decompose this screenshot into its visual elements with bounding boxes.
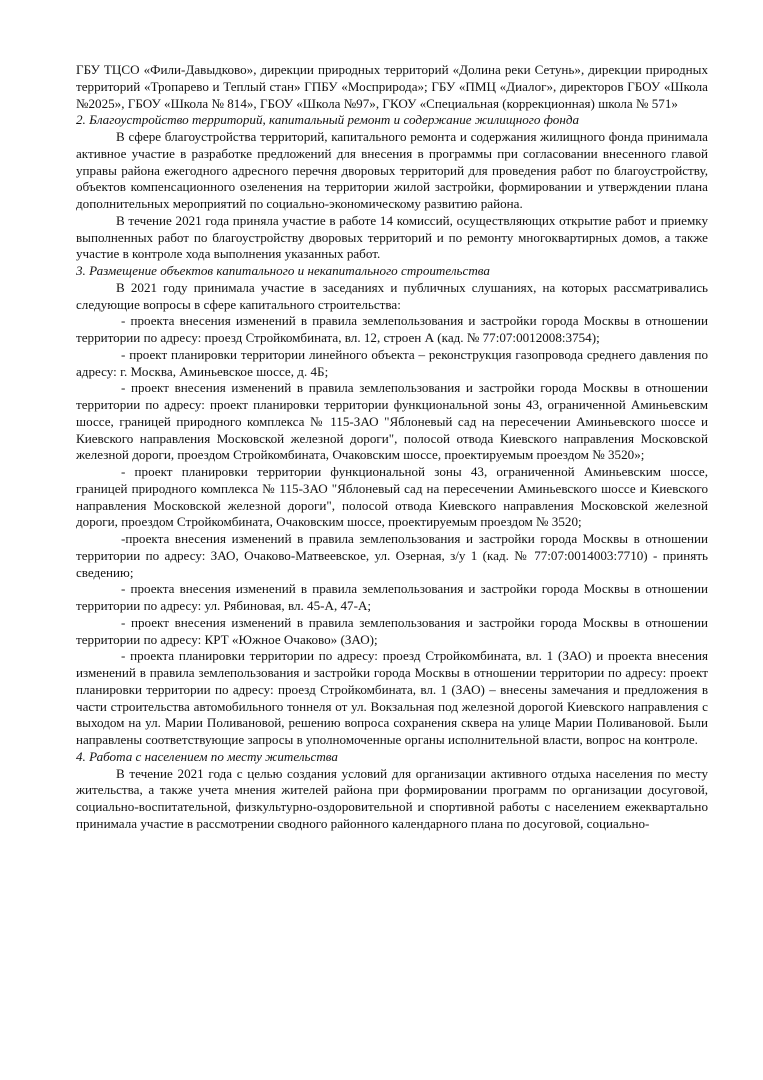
- document-paragraph: В течение 2021 года приняла участие в работе 14 комиссий, осуществляющих открытие работ и приемку выполненных работ по благоустройству дворовых территорий и по ремонту многоквартирных домов, а также участие в контроле хода выполнения указанных работ.: [76, 212, 708, 262]
- document-paragraph: В сфере благоустройства территорий, капитального ремонта и содержания жилищного фонда принимала активное участие в разработке предложений для внесения в программы при согласовании внесенного главой управы района ежегодного адресного перечня дворовых территорий для проведения работ по благоустройству, объектов компенсационного озеленения на территории жилой застройки, формировании и утверждении плана дополнительных мероприятий по социально-экономическому развитию района.: [76, 129, 708, 211]
- list-item: - проект планировки территории линейного объекта – реконструкция газопровода среднего давления по адресу: г. Москва, Аминьевское шоссе, д. 4Б;: [76, 346, 708, 379]
- section-heading: 3. Размещение объектов капитального и некапитального строительства: [76, 263, 490, 278]
- section-heading: 2. Благоустройство территорий, капитальный ремонт и содержание жилищного фонда: [76, 112, 580, 128]
- list-item: - проект внесения изменений в правила землепользования и застройки города Москвы в отношении территории по адресу: проект планировки территории функциональной зоны 43, ограниченной Аминьевским шоссе, границей природного комплекса № 115-ЗАО "Яблоневый сад на пересечении Аминьевского шоссе и Киевского направления Московской железной дороги", полосой отвода Киевского направления Московской железной дороги, проездом Стройкомбината, Очаковским шоссе, проектируемым проездом № 3520»;: [76, 380, 708, 463]
- list-item: - проекта внесения изменений в правила землепользования и застройки города Москвы в отношении территории по адресу: ул. Рябиновая, вл. 45-А, 47-А;: [76, 581, 708, 613]
- document-page: [76, 62, 708, 833]
- document-paragraph: В 2021 году принимала участие в заседаниях и публичных слушаниях, на которых рассматривались следующие вопросы в сфере капитального строительства:: [76, 279, 708, 312]
- list-item: - проекта планировки территории по адресу: проезд Стройкомбината, вл. 1 (ЗАО) и проекта внесения изменений в правила землепользования и застройки города Москвы в отношении территории по адресу: проект планировки территории по адресу: проезд Стройкомбината, вл. 1 (ЗАО) – внесены замечания и предложения в части строительства автомобильного тоннеля от ул. Вокзальная под железной дорогой Киевского направления с выходом на ул. Марии Поливановой, решению вопроса сохранения сквера на улице Марии Поливановой. Были направлены соответствующие запросы в уполномоченные органы исполнительной власти, вопрос на контроле.: [76, 648, 708, 747]
- document-paragraph: ГБУ ТЦСО «Фили-Давыдково», дирекции природных территорий «Долина реки Сетунь», дирекции природных территорий «Тропарево и Теплый стан» ГПБУ «Мосприрода»; ГБУ «ПМЦ «Диалог», директоров ГБОУ «Школа №2025», ГБОУ «Школа № 814», ГБОУ «Школа №97», ГКОУ «Специальная (коррекционная) школа № 571»: [76, 62, 708, 111]
- list-item: - проекта внесения изменений в правила землепользования и застройки города Москвы в отношении территории по адресу: проезд Стройкомбината, вл. 12, строен А (кад. № 77:07:0012008:3754);: [76, 313, 708, 345]
- list-item: - проект планировки территории функциональной зоны 43, ограниченной Аминьевским шоссе, границей природного комплекса № 115-ЗАО "Яблоневый сад на пересечении Аминьевского шоссе и Киевского направления Московской железной дороги", полосой отвода Киевского направления Московской железной дороги, проездом Стройкомбината, Очаковским шоссе, проектируемым проездом № 3520;: [76, 464, 708, 530]
- list-item: - проект внесения изменений в правила землепользования и застройки города Москвы в отношении территории по адресу: КРТ «Южное Очаково» (ЗАО);: [76, 614, 708, 647]
- list-item: -проекта внесения изменений в правила землепользования и застройки города Москвы в отношении территории по адресу: ЗАО, Очаково-Матвеевское, ул. Озерная, з/у 1 (кад. № 77:07:0014003:7710) - принять сведению;: [76, 531, 708, 580]
- section-heading: 4. Работа с населением по месту жительства: [76, 748, 338, 764]
- document-paragraph: В течение 2021 года с целью создания условий для организации активного отдыха населения по месту жительства, а также учета мнения жителей района при формировании программ по организации досуговой, социально-воспитательной, физкультурно-оздоровительной и спортивной работы с населением ежеквартально принимала участие в рассмотрении сводного районного календарного плана по досуговой, социально-: [76, 765, 708, 831]
